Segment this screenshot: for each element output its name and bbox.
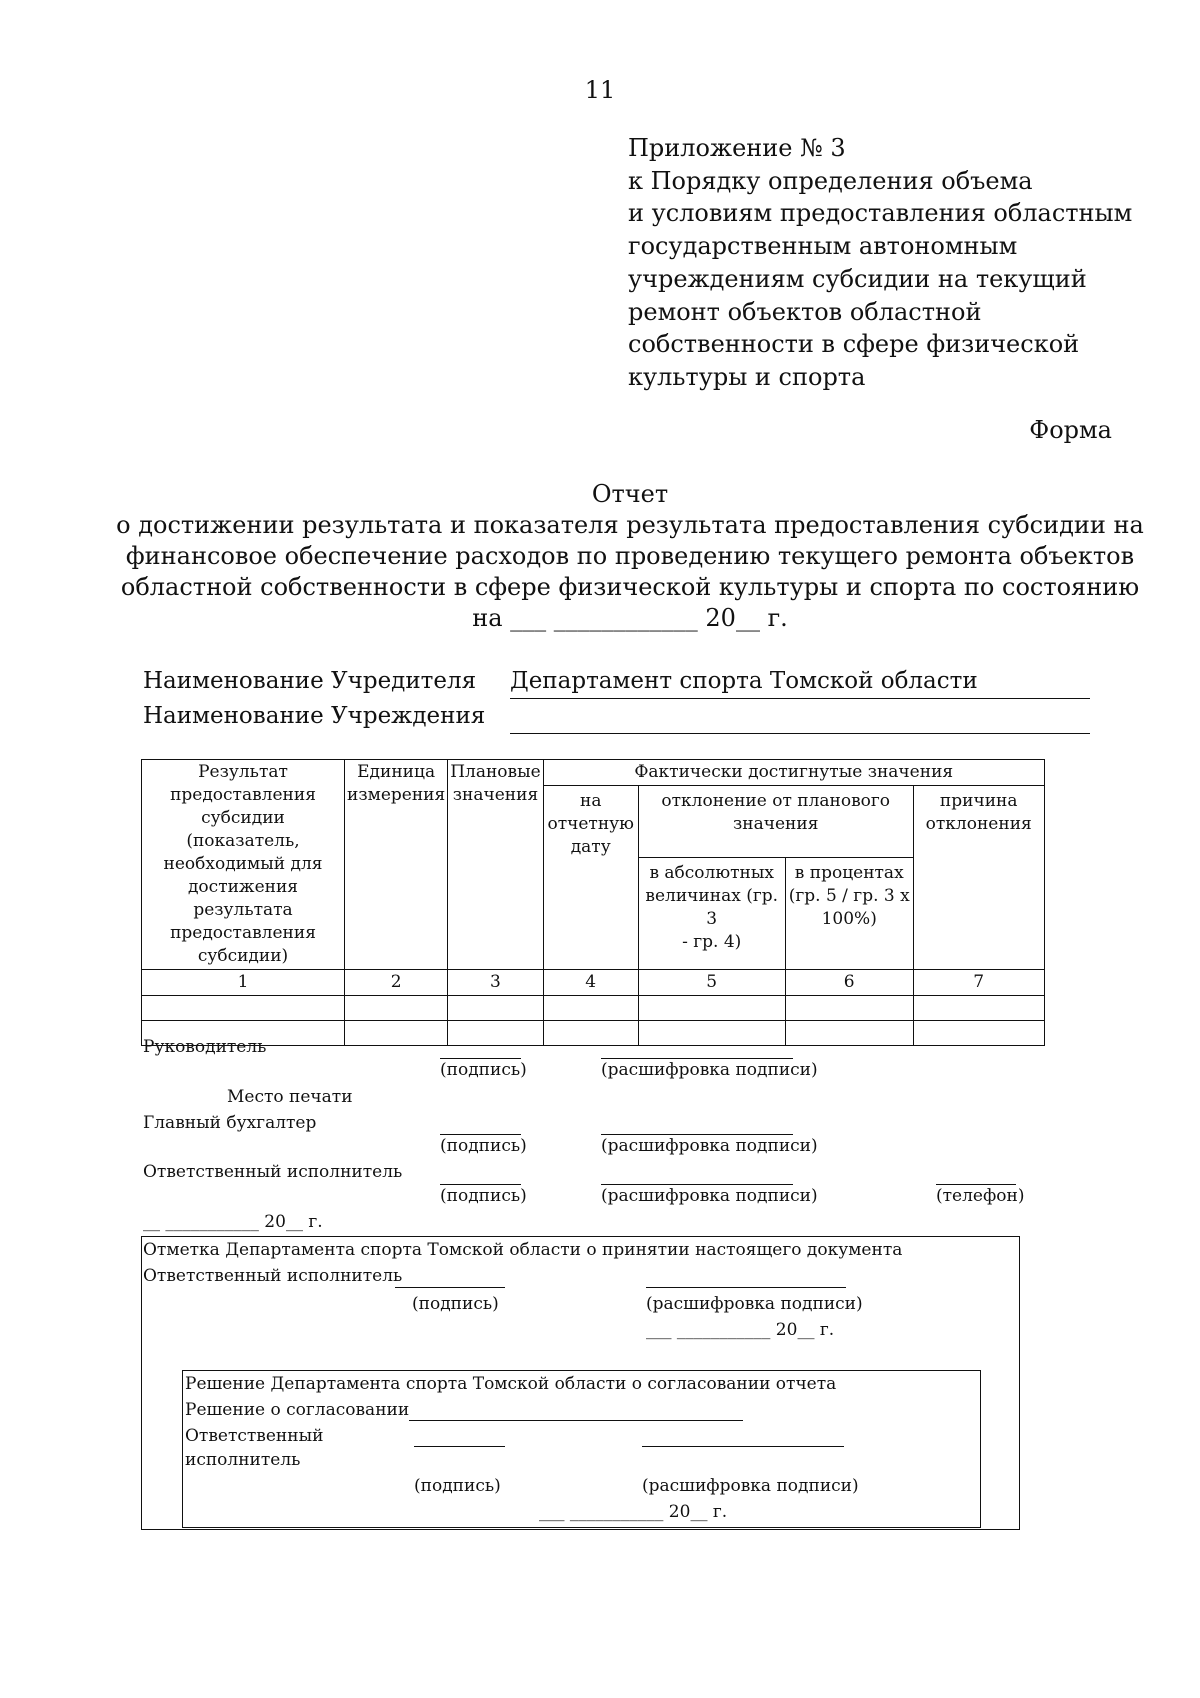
appendix-line: ремонт объектов областной [628, 297, 982, 326]
decision-title: Решение Департамента спорта Томской области о согласовании отчета [185, 1374, 837, 1394]
head-label: Руководитель [143, 1037, 267, 1057]
approval-line[interactable] [409, 1420, 743, 1421]
report-title: Отчет [591, 480, 669, 508]
acceptance-decoding-line[interactable] [646, 1287, 846, 1288]
table-row [142, 1021, 1045, 1046]
column-number: 7 [913, 970, 1044, 996]
column-number: 5 [638, 970, 785, 996]
results-table [141, 759, 1045, 1046]
col-unit-header: Единица измерения [345, 760, 448, 970]
table-cell[interactable] [785, 1021, 913, 1046]
founder-field[interactable] [510, 668, 1090, 699]
table-cell[interactable] [543, 996, 638, 1021]
col-reporting-date-header: на отчетную дату [543, 786, 638, 970]
acceptance-date-field[interactable]: ___ ___________ 20__ г. [646, 1320, 835, 1340]
column-number: 6 [785, 970, 913, 996]
accountant-signature-line[interactable] [440, 1134, 521, 1135]
column-number: 4 [543, 970, 638, 996]
col-reason-header: причина отклонения [913, 786, 1044, 970]
table-cell[interactable] [448, 996, 544, 1021]
executor-decoding-line[interactable] [601, 1184, 793, 1185]
report-date-line: на ___ ____________ 20__ г. [472, 604, 788, 632]
column-numbers-row [142, 970, 1045, 996]
decision-signature-line[interactable] [414, 1446, 505, 1447]
table-cell[interactable] [638, 1021, 785, 1046]
acceptance-title: Отметка Департамента спорта Томской области о принятии настоящего документа [143, 1240, 903, 1260]
page-number: 11 [584, 76, 616, 104]
form-label: Форма [1029, 416, 1112, 444]
appendix-line: собственности в сфере физической [628, 330, 1080, 359]
decision-executor-label-1: Ответственный [185, 1426, 324, 1446]
acceptance-signature-line[interactable] [395, 1287, 505, 1288]
table-cell[interactable] [913, 1021, 1044, 1046]
appendix-line: и условиям предоставления областным [628, 199, 1133, 228]
column-number: 1 [142, 970, 345, 996]
executor-decoding-caption: (расшифровка подписи) [601, 1186, 818, 1206]
table-cell[interactable] [142, 996, 345, 1021]
table-cell[interactable] [785, 996, 913, 1021]
chief-accountant-label: Главный бухгалтер [143, 1113, 317, 1133]
executor-signature-line[interactable] [440, 1184, 521, 1185]
report-title-line: финансовое обеспечение расходов по проведению текущего ремонта объектов [125, 542, 1135, 570]
founder-label: Наименование Учредителя [143, 668, 477, 694]
appendix-line: культуры и спорта [628, 362, 866, 391]
executor-label: Ответственный исполнитель [143, 1162, 403, 1182]
col-planned-header: Плановые значения [448, 760, 544, 970]
head-decoding-caption: (расшифровка подписи) [601, 1060, 818, 1080]
table-cell[interactable] [345, 996, 448, 1021]
col-result-header: Результат предоставления субсидии (показатель, необходимый для достижения результата предоставления субсидии) [142, 760, 345, 970]
table-row [142, 996, 1045, 1021]
accountant-signature-caption: (подпись) [440, 1136, 527, 1156]
table-cell[interactable] [543, 1021, 638, 1046]
accountant-decoding-line[interactable] [601, 1134, 793, 1135]
founder-value: Департамент спорта Томской области [510, 668, 978, 694]
report-title-block [0, 479, 1200, 634]
executor-signature-caption: (подпись) [440, 1186, 527, 1206]
column-number: 2 [345, 970, 448, 996]
report-date-field[interactable]: __ ___________ 20__ г. [143, 1212, 323, 1232]
head-decoding-line[interactable] [601, 1058, 793, 1059]
appendix-line: Приложение № 3 [628, 134, 846, 162]
table-cell[interactable] [638, 996, 785, 1021]
report-title-line: о достижении результата и показателя результата предоставления субсидии на [116, 511, 1144, 539]
acceptance-decoding-caption: (расшифровка подписи) [646, 1294, 863, 1314]
col-absolute-header: в абсолютных величинах (гр. 3 - гр. 4) [638, 858, 785, 970]
head-signature-line[interactable] [440, 1058, 521, 1059]
acceptance-executor-label: Ответственный исполнитель [143, 1266, 403, 1286]
table-cell[interactable] [913, 996, 1044, 1021]
column-number: 3 [448, 970, 544, 996]
appendix-line: к Порядку определения объема [628, 166, 1033, 195]
deviation-header: отклонение от планового значения [638, 786, 913, 858]
report-title-line: областной собственности в сфере физической культуры и спорта по состоянию [120, 573, 1140, 601]
decision-date-field[interactable]: ___ ___________ 20__ г. [539, 1502, 728, 1522]
institution-field[interactable] [510, 703, 1090, 734]
decision-decoding-line[interactable] [642, 1446, 844, 1447]
head-signature-caption: (подпись) [440, 1060, 527, 1080]
decision-signature-caption: (подпись) [414, 1476, 501, 1496]
actual-values-header: Фактически достигнутые значения [543, 760, 1044, 786]
seal-label: Место печати [227, 1087, 353, 1107]
appendix-block [628, 132, 1188, 394]
table-cell[interactable] [448, 1021, 544, 1046]
appendix-line: государственным автономным [628, 232, 1018, 261]
table-cell[interactable] [345, 1021, 448, 1046]
decision-decoding-caption: (расшифровка подписи) [642, 1476, 859, 1496]
acceptance-signature-caption: (подпись) [412, 1294, 499, 1314]
approval-label: Решение о согласовании [185, 1400, 410, 1420]
executor-phone-caption: (телефон) [936, 1186, 1025, 1206]
col-percent-header: в процентах (гр. 5 / гр. 3 х 100%) [785, 858, 913, 970]
accountant-decoding-caption: (расшифровка подписи) [601, 1136, 818, 1156]
executor-phone-line[interactable] [936, 1184, 1016, 1185]
appendix-line: учреждениям субсидии на текущий [628, 264, 1087, 293]
decision-executor-label-2: исполнитель [185, 1450, 301, 1470]
institution-label: Наименование Учреждения [143, 703, 486, 729]
